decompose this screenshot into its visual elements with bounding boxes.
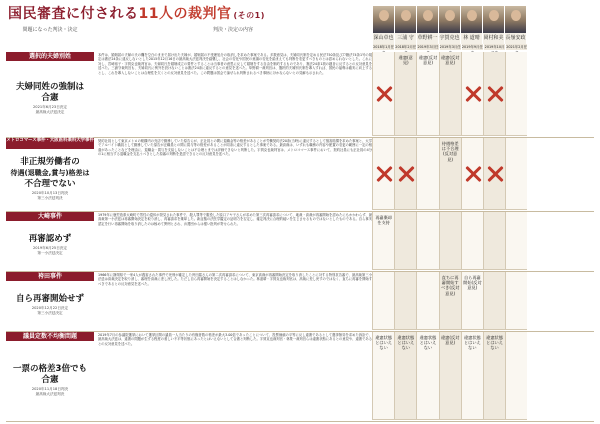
case-body-text: 本件は、婚姻届の夫婦の氏の欄を空白のままで届け出た夫婦が、婚姻届の不受理処分の取消しを求めた事案である。多数意見は、夫婦同氏制を定める民法750条及び戸籍法74条1号の規定は憲法24条に違反しないとした2015年12月16日の最高裁大法廷判決を踏襲し、社会の変化や国民の意識の変化を踏まえても判断を変更すべきものとは認められないとした。これに対し、宮崎裕子・宇賀克也裁判官は、夫婦同氏を婚姻成立の要件とすることは当事者の意思に反して婚姻をする自由を制約するものであり、憲法24条1項の趣旨に反するとの反対意見を述べた。三浦守裁判官も、夫婦同氏に例外を設けないことは憲法24条に違反するとの意見を述べた。草野耕一裁判官は、選択的夫婦別氏制を導入すれば、国民の福利は確実に向上するとし、これを導入しないことは合理性を欠くとの反対意見を述べた。この問題は国会で論ぜられ判断されるべき事柄にほかならないとの見解も示された。 xyxy=(98,53,372,75)
case-title-line: 一票の格差3倍でも xyxy=(13,363,87,374)
vote-cell xyxy=(416,272,438,330)
judge-photo-row xyxy=(372,6,594,44)
cross-mark-icon xyxy=(464,85,482,103)
case-title-line: 夫婦同姓の強制は xyxy=(15,81,84,92)
case-body-text: 2019年7月の参議院選挙において選挙区間の議員一人当たりの有権者数の格差が最大3.00倍であったことについて、投票価値の平等に反し違憲であるとして選挙無効を求めた訴訟で、最高裁大法廷は、違憲の問題が生ずる程度の著しい不平等状態にあったとはいえないとして合憲と判断した。宇賀克也裁判官・林景一裁判官らは違憲状態にあるとの意見や、違憲であるとの反対意見を述べた。 xyxy=(98,333,372,346)
vote-cell xyxy=(461,272,483,330)
case-title-line: 待遇(退職金,賞与)格差は xyxy=(10,169,90,177)
vote-cell xyxy=(416,332,438,420)
title-main: 国民審査に付される xyxy=(8,6,139,22)
judge-column-2 xyxy=(416,6,438,44)
vote-cell xyxy=(372,272,394,330)
judge-name: 深山卓也 xyxy=(373,33,394,44)
case-body-text: 契約社員として東京メトロの駅構内の売店で勤務していた原告らが、正社員との間に退職金等の格差があることが労働契約法20条(当時)に違反するとして損害賠償を求めた事案と、大学でアルバイト職員として勤務していた原告が正職員との間に賞与等の格差があることが同条に違反するとした事案である。最高裁は、いずれも職務の内容や配置の変更の範囲に一定の相違があったことなどを理由に、退職金・賞与を支給しないことは不合理とまでは評価できないと判断した。宇賀克也裁判官は、メトロコマース事件において、契約社員にも正社員の4分の1に相当する退職金を支払うべきとした原審の判断を是認できるとの反対意見を述べた。 xyxy=(98,139,372,157)
case-court: 第三小法廷決定 xyxy=(37,311,63,315)
vote-note: 違憲状態とはいえない xyxy=(486,335,503,351)
judge-portrait xyxy=(439,6,460,33)
judge-appointment: 2021年2月任 xyxy=(506,45,528,49)
vote-cell xyxy=(394,138,416,210)
judge-appointment: 2018年1月任 xyxy=(373,45,395,49)
vote-cell xyxy=(439,52,461,136)
vote-cell xyxy=(372,332,394,420)
judge-name: 林 道晴 xyxy=(461,33,482,44)
vote-cell xyxy=(505,272,527,330)
case-section xyxy=(6,332,594,420)
vote-cell xyxy=(416,138,438,210)
judge-portrait xyxy=(373,6,394,33)
vote-cell xyxy=(461,138,483,210)
title-sub: (その1) xyxy=(233,11,265,20)
case-label: 議員定数不均衡問題 xyxy=(6,332,94,341)
vote-cell xyxy=(394,212,416,270)
case-court: 最高裁大法廷決定 xyxy=(35,109,65,114)
cross-mark-icon xyxy=(464,165,482,183)
vote-cell xyxy=(439,272,461,330)
vote-note: 違憲(反対意見) xyxy=(418,55,438,66)
vote-cell xyxy=(483,52,505,136)
case-title-line: 合憲 xyxy=(41,92,59,103)
judge-appointment: 2019年10月 xyxy=(484,45,505,49)
case-date: 2020年11月18日判決 xyxy=(31,386,69,391)
vote-note: 違憲(意見) xyxy=(398,55,413,66)
case-court: 第三小法廷判決 xyxy=(37,196,63,200)
case-label: 選択的夫婦別姓 xyxy=(6,52,94,61)
vote-cell xyxy=(394,332,416,420)
cross-mark-icon xyxy=(375,85,393,103)
judge-appointment: 2019年9月任 xyxy=(461,45,483,49)
judge-vote-grid xyxy=(372,212,527,270)
case-section xyxy=(6,52,594,136)
page-title xyxy=(8,3,265,23)
judge-column-5 xyxy=(482,6,504,44)
judge-vote-grid xyxy=(372,272,527,330)
case-section xyxy=(6,212,594,270)
judge-portrait xyxy=(395,6,416,33)
judge-column-6 xyxy=(504,6,526,44)
vote-cell xyxy=(372,52,394,136)
vote-note: 再審棄却を支持 xyxy=(375,215,392,226)
case-label: 袴田事件 xyxy=(6,272,94,281)
vote-cell xyxy=(483,212,505,270)
vote-note: 待遇格差は不合理(反対意見) xyxy=(441,141,459,162)
vote-cell xyxy=(461,212,483,270)
vote-cell xyxy=(505,332,527,420)
vote-cell xyxy=(439,138,461,210)
cross-mark-icon xyxy=(397,165,415,183)
judge-appointment: 2018年2月任 xyxy=(395,45,417,49)
judge-vote-grid xyxy=(372,52,527,136)
vote-cell xyxy=(483,138,505,210)
title-num: 11人の裁判官 xyxy=(138,6,232,22)
column-header-issue: 問題になった判決・決定 xyxy=(22,27,78,33)
case-title-line: 合憲 xyxy=(41,374,59,385)
vote-note: 違憲状態とはいえない xyxy=(419,335,437,351)
vote-cell xyxy=(505,138,527,210)
vote-cell xyxy=(505,52,527,136)
case-court: 第一小法廷決定 xyxy=(37,251,63,255)
vote-cell xyxy=(394,52,416,136)
vote-cell xyxy=(505,212,527,270)
vote-cell xyxy=(439,332,461,420)
vote-cell xyxy=(372,138,394,210)
judge-portrait xyxy=(483,6,504,33)
vote-note: 自ら再審開始(反対意見) xyxy=(463,275,482,291)
judge-column-1 xyxy=(394,6,416,44)
column-header-content: 判決・決定の内容 xyxy=(212,27,253,33)
section-divider xyxy=(6,421,594,422)
case-date: 2021年6月23日決定 xyxy=(33,104,67,109)
judge-column-4 xyxy=(460,6,482,44)
vote-cell xyxy=(416,52,438,136)
cross-mark-icon xyxy=(375,165,393,183)
vote-cell xyxy=(461,332,483,420)
vote-note: 違憲(反対意見) xyxy=(440,335,460,346)
judge-meta-row xyxy=(372,44,594,50)
case-body-text: 1979年に鹿児島県大崎町で男性の遺体が発見された事件で、殺人罪等で服役した原口アヤ子さんが求めた第三次再審請求について、地裁・高裁が再審開始を認めたにもかかわらず、最高裁第一小法廷は再審開始決定を取り消し、再審請求を棄却した。新証拠の法医学鑑定の証明力を否定し、確定判決に合理的疑いを生じさせるものではないとしたものである。自ら事実認定を行い再審開始を取り消したのは極めて異例とされ、弁護団からは強い批判が寄せられた。 xyxy=(98,213,372,226)
case-date: 2020年10月13日判決 xyxy=(31,191,69,195)
vote-note: 違憲状態とはいえない xyxy=(397,335,415,351)
vote-cell xyxy=(439,212,461,270)
case-title-line: 自ら再審開始せず xyxy=(15,294,84,304)
judge-name: 宇賀克也 xyxy=(439,33,460,44)
case-court: 最高裁大法廷判決 xyxy=(35,391,65,396)
cross-mark-icon xyxy=(486,85,504,103)
vote-cell xyxy=(416,212,438,270)
vote-cell xyxy=(483,332,505,420)
vote-note: 違憲(反対意見) xyxy=(440,55,460,66)
case-title-line: 非正規労働者の xyxy=(20,157,80,167)
judge-vote-grid xyxy=(372,332,527,420)
judge-name: 岡村和美 xyxy=(483,33,504,44)
case-body-text: 1966年に静岡県で一家4人が殺害された事件で死刑が確定した袴田巖さんの第二次再審請求について、東京高裁が再審開始決定を取り消したことに対する特別抗告審で、最高裁第三小法廷は高裁決定を取り消し、審理を高裁に差し戻した。ただし自ら再審開始を決定することはしなかった。林道晴・宇賀克也裁判官は、高裁に差し戻すのではなく、直ちに再審を開始すべきであるとの反対意見を述べた。 xyxy=(98,273,372,286)
judge-portrait xyxy=(505,6,526,33)
cross-mark-icon xyxy=(486,165,504,183)
judge-column-3 xyxy=(438,6,460,44)
judge-appointment: 2019年3月任 xyxy=(439,45,461,49)
judge-portrait xyxy=(461,6,482,33)
vote-note: 直ちに再審開始すべき(反対意見) xyxy=(440,275,460,296)
judge-name: 三浦 守 xyxy=(395,33,416,44)
case-section xyxy=(6,272,594,330)
judge-appointment: 2019年3月任 xyxy=(417,45,439,49)
case-date: 2019年6月25日決定 xyxy=(33,246,67,250)
case-date: 2020年12月22日決定 xyxy=(31,306,69,310)
case-section xyxy=(6,138,594,210)
vote-note: 違憲状態とはいえない xyxy=(375,335,392,351)
judge-name: 草野耕一 xyxy=(417,33,438,44)
judge-portrait xyxy=(417,6,438,33)
judge-vote-grid xyxy=(372,138,527,210)
vote-cell xyxy=(394,272,416,330)
vote-cell xyxy=(483,272,505,330)
case-title-line: 再審認めず xyxy=(28,234,72,244)
case-label: 大崎事件 xyxy=(6,212,94,221)
judge-name: 長嶺安政 xyxy=(505,33,526,44)
judge-column-0 xyxy=(372,6,394,44)
case-label: メトロコマース事件・大阪医科薬科大学事件 xyxy=(6,138,94,149)
case-title-line: 不合理でない xyxy=(24,179,76,189)
vote-cell xyxy=(461,52,483,136)
vote-cell xyxy=(372,212,394,270)
vote-note: 違憲状態とはいえない xyxy=(463,335,481,351)
